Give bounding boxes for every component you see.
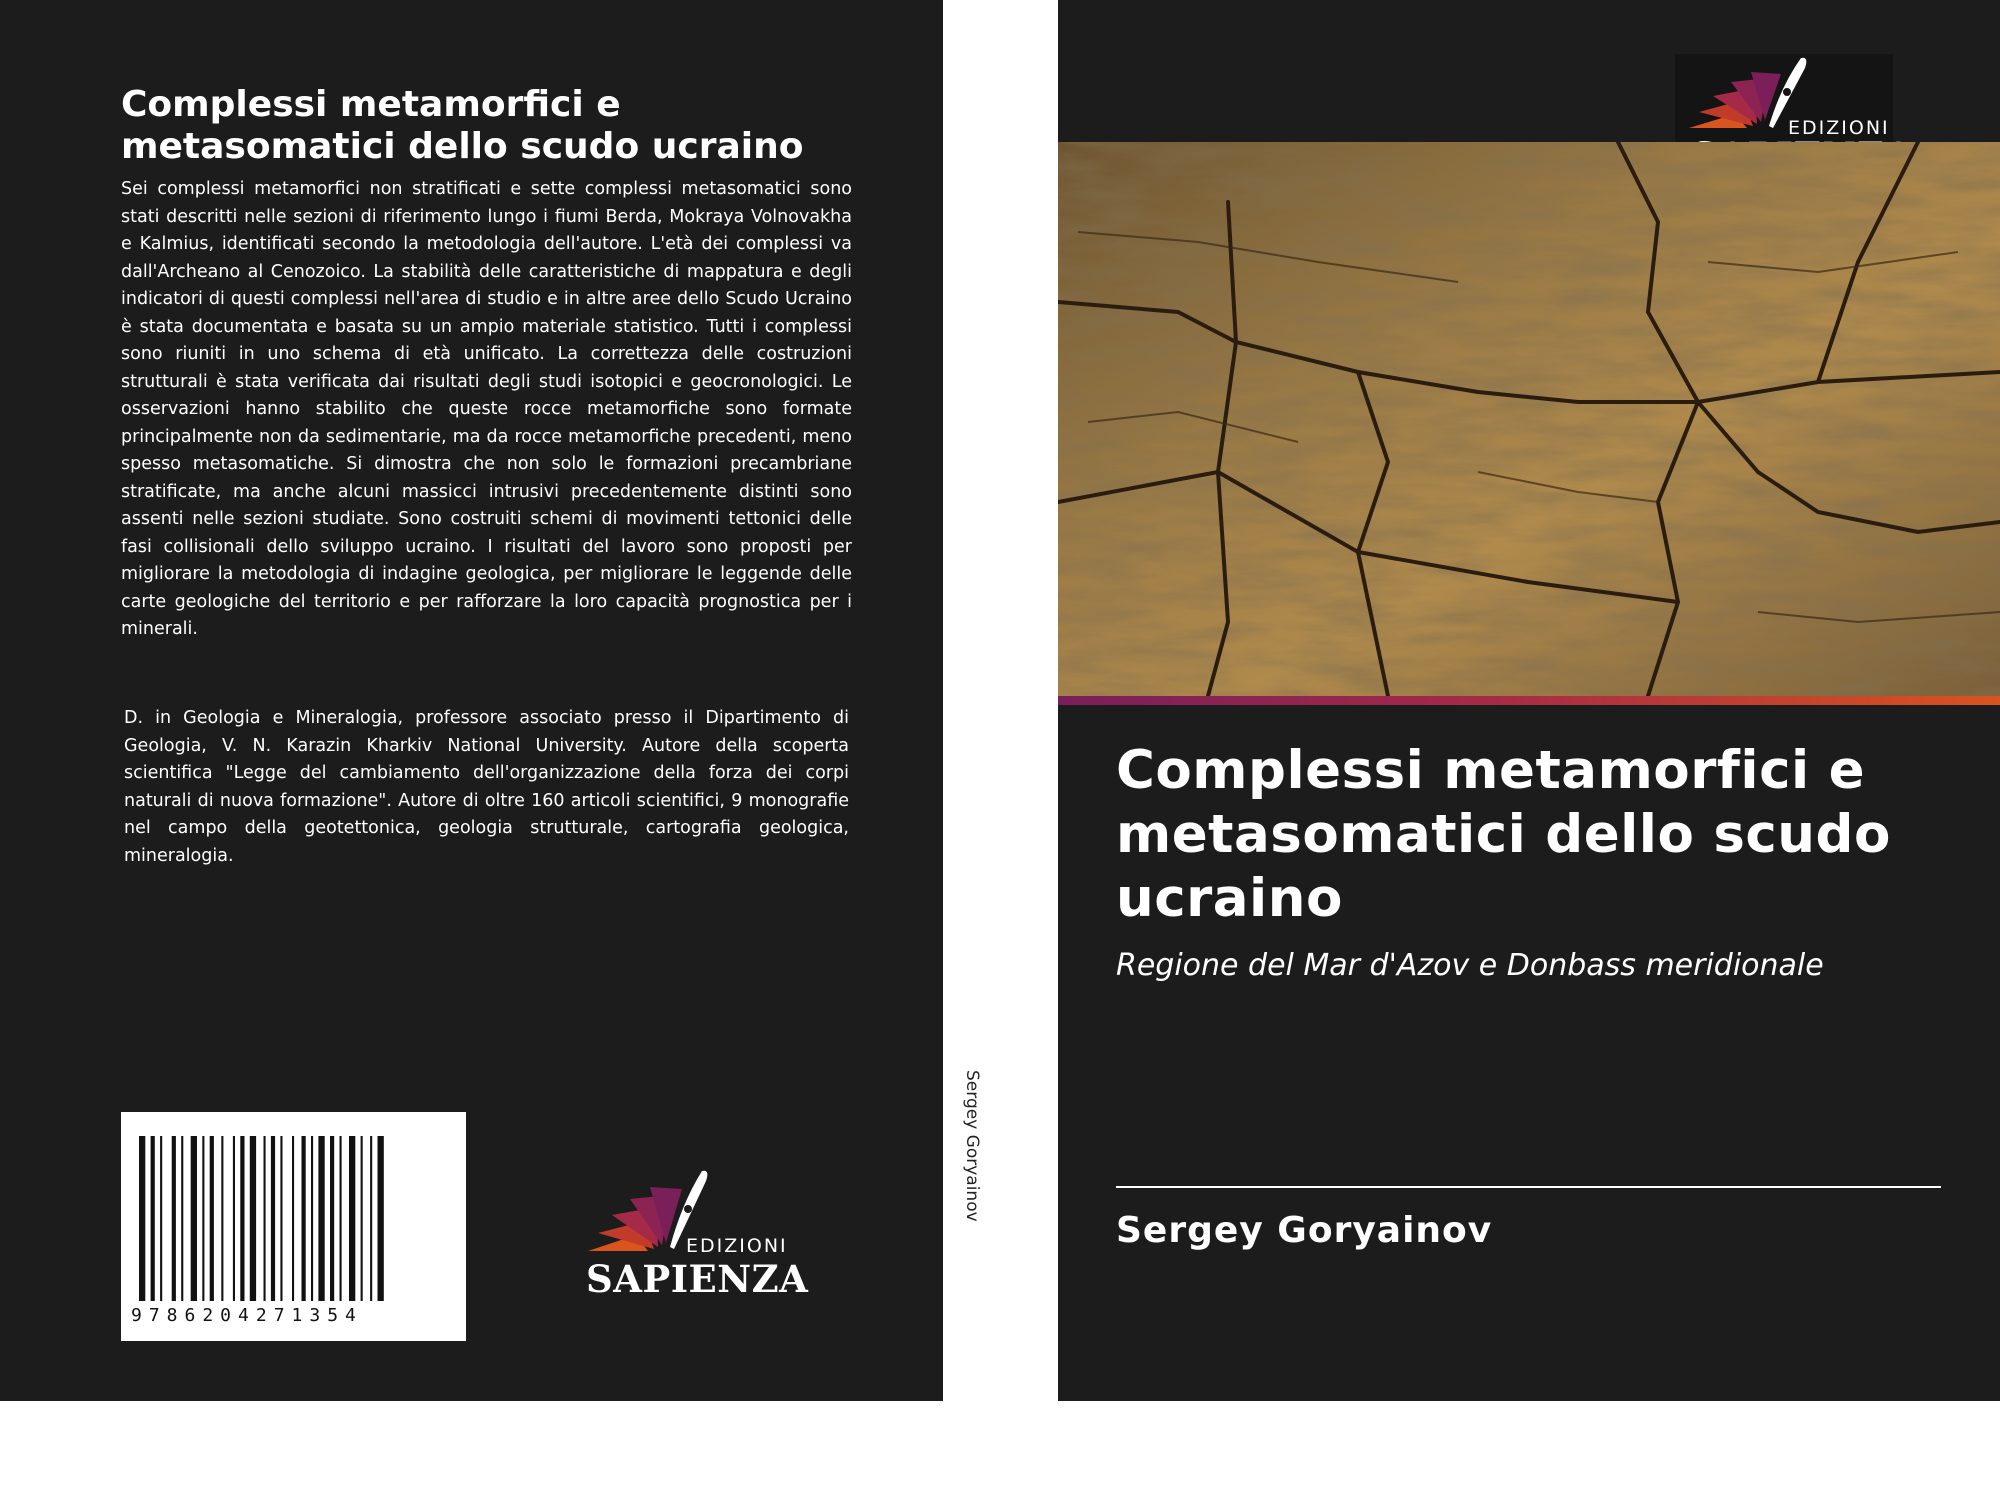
barcode-bar: [340, 1136, 342, 1301]
cover-photo-rock-texture: [1058, 142, 2000, 696]
spine: [943, 0, 1058, 1401]
barcode-bar: [264, 1136, 266, 1301]
barcode-bar: [330, 1136, 334, 1301]
isbn-barcode: [121, 1112, 466, 1341]
barcode-bar: [302, 1136, 306, 1301]
rock-texture-image: [1058, 142, 2000, 696]
barcode-bar: [172, 1136, 176, 1301]
barcode-bar: [181, 1136, 183, 1301]
back-cover-blurb: Sei complessi metamorfici non stratificati e sette complessi metasomatici sono stati descritti nelle sezioni di riferimento lungo i fiumi Berda, Mokraya Volnovakha e Kalmius, identificati secondo la metodologia dell'autore. L'età dei complessi va dall'Archeano al Cenozoico. La stabilità delle caratteristiche di mappatura e degli indicatori di questi complessi nell'area di studio e in altre aree dello Scudo Ucraino è stata documentata e basata su un ampio materiale statistico. Tutti i complessi sono riuniti in uno schema di età unificato. La correttezza delle costruzioni strutturali è stata verificata dai risultati degli studi isotopici e geocronologici. Le osservazioni hanno stabilito che queste rocce metamorfiche sono formate principalmente non da sedimentarie, ma da rocce metamorfiche precedenti, meno spesso metasomatiche. Si dimostra che non solo le formazioni precambriane stratificate, ma anche alcuni massicci intrusivi precedentemente distinti sono assenti nelle sezioni studiate. Sono costruiti schemi di movimenti tettonici delle fasi collisionali dello sviluppo ucraino. I risultati del lavoro sono proposti per migliorare la metodologia di indagine geologica, per migliorare le leggende delle carte geologiche del territorio e per rafforzare la loro capacità prognostica per i minerali.: [121, 179, 852, 639]
barcode-bar: [191, 1136, 197, 1301]
back-cover-title: Complessi metamorfici e metasomatici dello scudo ucraino: [121, 84, 804, 167]
barcode-bar: [311, 1136, 313, 1301]
front-cover-title: Complessi metamorfici e metasomatici dello scudo ucraino: [1116, 740, 1891, 929]
author-bio: D. in Geologia e Mineralogia, professore associato presso il Dipartimento di Geologia, V. N. Karazin Kharkiv National University. Autore della scoperta scientifica "Legge del cambiamento dell'organizzazione della forza dei corpi naturali di nuova formazione". Autore di oltre 160 articoli scientifici, 9 monografie nel campo della geotettonica, geologia strutturale, cartografia geologica, mineralogia.: [124, 708, 849, 866]
front-cover-author: Sergey Goryainov: [1116, 1210, 1493, 1251]
publisher-line1: EDIZIONI: [1788, 117, 1890, 139]
spine-author: Sergey Goryainov: [962, 1070, 982, 1222]
barcode-bar: [361, 1136, 363, 1301]
barcode-bar: [318, 1136, 324, 1301]
barcode-bar: [240, 1136, 244, 1301]
barcode-bar: [139, 1136, 145, 1301]
barcode-bar: [292, 1136, 294, 1301]
barcode-bars: [139, 1136, 448, 1301]
isbn-number: 9786204271354: [131, 1305, 363, 1326]
barcode-bar: [210, 1136, 214, 1301]
front-cover-subtitle: Regione del Mar d'Azov e Donbass meridionale: [1116, 948, 1824, 983]
barcode-bar: [349, 1136, 355, 1301]
barcode-bar: [280, 1136, 282, 1301]
divider-line: [1116, 1186, 1941, 1188]
barcode-bar: [221, 1136, 223, 1301]
barcode-bar: [378, 1136, 384, 1301]
publisher-line1: EDIZIONI: [686, 1235, 788, 1257]
barcode-bar: [271, 1136, 275, 1301]
accent-stripe: [1058, 696, 2000, 705]
barcode-bar: [250, 1136, 256, 1301]
barcode-bar: [160, 1136, 162, 1301]
publisher-logo-back: [578, 1163, 809, 1301]
barcode-bar: [370, 1136, 372, 1301]
barcode-bar: [202, 1136, 204, 1301]
barcode-bar: [233, 1136, 235, 1301]
publisher-line2: SAPIENZA: [586, 1257, 809, 1301]
barcode-bar: [151, 1136, 155, 1301]
